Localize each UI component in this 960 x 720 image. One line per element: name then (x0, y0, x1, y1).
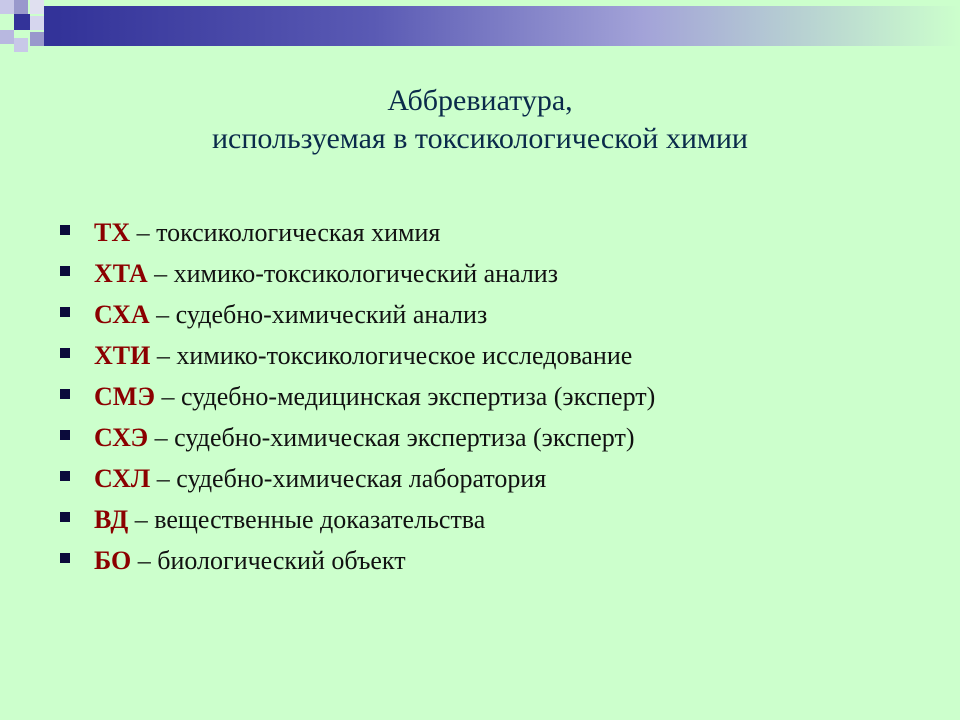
list-item (60, 253, 655, 294)
abbreviation: ТХ (94, 217, 131, 247)
square-bullet-icon (60, 307, 70, 317)
separator: – (128, 504, 155, 534)
separator: – (150, 463, 177, 493)
abbreviation-list (60, 212, 655, 581)
abbreviation: БО (94, 545, 132, 575)
abbreviation: СХА (94, 299, 150, 329)
separator: – (148, 422, 175, 452)
list-item (60, 540, 655, 581)
abbreviation: ВД (94, 504, 129, 534)
title-line-2: используемая в токсикологической химии (211, 122, 748, 155)
definition: химико-токсикологический анализ (173, 258, 558, 288)
decor-square (0, 30, 14, 44)
decor-square (30, 0, 44, 14)
list-item (60, 212, 655, 253)
square-bullet-icon (60, 430, 70, 440)
abbreviation: ХТИ (94, 340, 151, 370)
definition: биологический объект (157, 545, 406, 575)
square-bullet-icon (60, 512, 70, 522)
definition: токсикологическая химия (156, 217, 441, 247)
decor-square (14, 38, 28, 52)
separator: – (130, 217, 157, 247)
separator: – (131, 545, 158, 575)
separator: – (150, 340, 177, 370)
square-bullet-icon (60, 266, 70, 276)
square-bullet-icon (60, 389, 70, 399)
definition: судебно-химический анализ (175, 299, 488, 329)
header-decoration (0, 0, 960, 54)
list-item (60, 499, 655, 540)
abbreviation: СХЛ (94, 463, 151, 493)
definition: судебно-химическая лаборатория (176, 463, 547, 493)
square-bullet-icon (60, 553, 70, 563)
decor-square (0, 0, 14, 14)
definition: химико-токсикологическое исследование (176, 340, 633, 370)
definition: судебно-химическая экспертиза (эксперт) (174, 422, 635, 452)
decor-square (14, 0, 28, 14)
separator: – (154, 381, 181, 411)
square-bullet-icon (60, 225, 70, 235)
abbreviation: СМЭ (94, 381, 155, 411)
abbreviation: СХЭ (94, 422, 149, 452)
decor-square (30, 16, 44, 30)
abbreviation: ХТА (94, 258, 148, 288)
square-bullet-icon (60, 471, 70, 481)
list-item (60, 376, 655, 417)
definition: судебно-медицинская экспертиза (эксперт) (180, 381, 656, 411)
decor-square (14, 14, 30, 30)
slide-title (0, 82, 960, 158)
separator: – (147, 258, 174, 288)
decor-square (44, 6, 58, 46)
title-line-1: Аббревиатура, (387, 84, 573, 117)
square-bullet-icon (60, 348, 70, 358)
header-gradient-bar (58, 6, 960, 46)
definition: вещественные доказательства (154, 504, 486, 534)
list-item (60, 335, 655, 376)
list-item (60, 458, 655, 499)
separator: – (149, 299, 176, 329)
decor-square (30, 32, 44, 46)
list-item (60, 294, 655, 335)
list-item (60, 417, 655, 458)
